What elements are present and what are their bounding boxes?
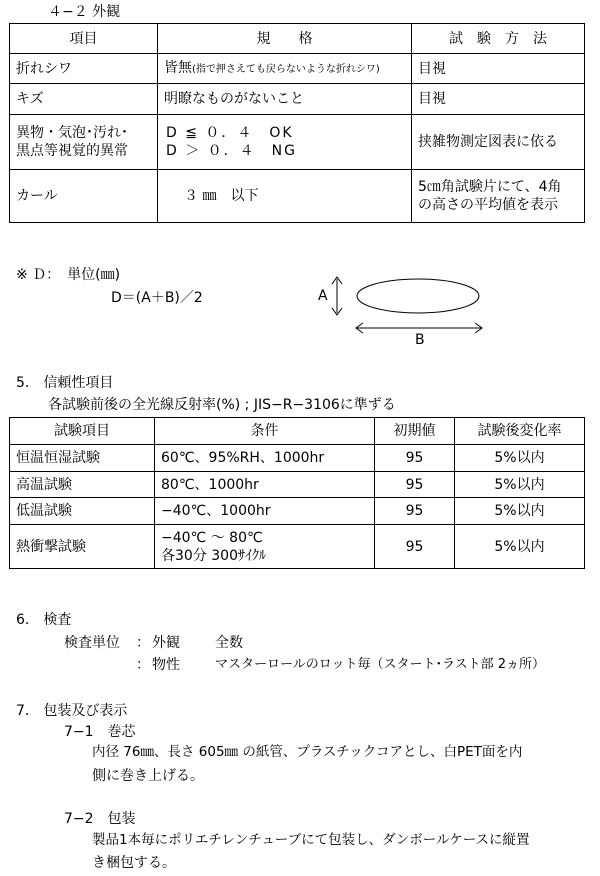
inspection-key: 物性 <box>152 657 180 673</box>
core-text-line: 側に巻き上げる。 <box>92 768 204 784</box>
table-row <box>10 115 585 170</box>
row-test-item: 高温試験 <box>10 472 155 498</box>
table-row <box>10 84 585 115</box>
inspection-key: 外観 <box>152 635 180 651</box>
note-unit: ※ Ｄ： 単位(㎜) <box>16 267 121 283</box>
row-change: 5%以内 <box>455 525 585 569</box>
header-spec: 規 格 <box>158 24 412 54</box>
row-method: 目視 <box>412 54 585 84</box>
section-5-title: 5. 信頼性項目 <box>16 375 114 391</box>
section-7-1-title: 7−1 巻芯 <box>64 724 136 740</box>
header-method: 試 験 方 法 <box>412 24 585 54</box>
section-7-title: 7. 包装及び表示 <box>16 703 128 719</box>
row-initial: 95 <box>375 525 455 569</box>
spec-value: 皆無 <box>164 59 192 76</box>
row-condition: 80℃、1000hr <box>155 472 375 498</box>
method-line: 5㎝角試験片にて、4角 <box>418 179 562 195</box>
table-header-row <box>10 24 585 54</box>
core-text-line: 内径 76㎜、長さ 605㎜ の紙管、プラスチックコアとし、白PET面を内 <box>92 744 523 760</box>
label-a: A <box>318 288 328 304</box>
arrow-a <box>332 277 342 315</box>
inspection-sep: ： <box>136 635 150 651</box>
table-row <box>10 170 585 223</box>
row-spec: ３ ㎜ 以下 <box>158 170 412 223</box>
row-item: キズ <box>10 84 158 115</box>
table-row <box>10 472 585 498</box>
packaging-text-line: き梱包する。 <box>92 855 176 871</box>
inspection-value: 全数 <box>215 635 243 651</box>
spec-note: (指で押さえても戻らないような折れシワ) <box>192 63 380 75</box>
row-initial: 95 <box>375 472 455 498</box>
condition-line: 各30分 300ｻｲｸﾙ <box>161 547 266 564</box>
header-condition: 条件 <box>155 418 375 445</box>
table-header-row <box>10 418 585 445</box>
row-item <box>10 115 158 170</box>
table-row <box>10 525 585 569</box>
condition-line: −40℃ ～ 80℃ <box>161 529 263 546</box>
section-6-title: 6. 検査 <box>16 612 72 628</box>
row-change: 5%以内 <box>455 472 585 498</box>
row-item: 折れシワ <box>10 54 158 84</box>
header-item: 項目 <box>10 24 158 54</box>
spec-line: D ＞ ０．４ NG <box>166 143 298 159</box>
row-spec <box>158 115 412 170</box>
ellipse-shape <box>357 279 479 313</box>
row-item: カール <box>10 170 158 223</box>
table-row <box>10 498 585 525</box>
row-test-item: 熱衝撃試験 <box>10 525 155 569</box>
ellipse-diagram <box>310 270 495 350</box>
row-spec <box>158 54 412 84</box>
row-method: 目視 <box>412 84 585 115</box>
row-change: 5%以内 <box>455 445 585 472</box>
row-method: 挟雑物測定図表に依る <box>412 115 585 170</box>
row-test-item: 恒温恒湿試験 <box>10 445 155 472</box>
label-b: B <box>415 332 425 348</box>
row-condition: 60℃、95%RH、1000hr <box>155 445 375 472</box>
row-spec: 明瞭なものがないこと <box>158 84 412 115</box>
item-line: 異物・気泡･汚れ･ <box>16 125 128 141</box>
header-initial: 初期値 <box>375 418 455 445</box>
header-change: 試験後変化率 <box>455 418 585 445</box>
row-condition: −40℃、1000hr <box>155 498 375 525</box>
row-test-item: 低温試験 <box>10 498 155 525</box>
table-row <box>10 54 585 84</box>
reliability-table <box>9 417 585 569</box>
row-initial: 95 <box>375 498 455 525</box>
section-5-subtitle: 各試験前後の全光線反射率(%) ; JIS−R−3106に準ずる <box>48 397 396 413</box>
row-initial: 95 <box>375 445 455 472</box>
note-formula: D＝(A＋B)／2 <box>111 290 203 306</box>
inspection-unit-label: 検査単位 <box>64 635 120 651</box>
inspection-value: マスターロールのロット毎（スタート･ラスト部 2ヵ所） <box>215 657 545 672</box>
table-row <box>10 445 585 472</box>
row-condition <box>155 525 375 569</box>
item-line: 黒点等視覚的異常 <box>16 143 128 159</box>
section-7-2-title: 7−2 包装 <box>64 811 136 827</box>
spec-line: D ≦ ０．４ OK <box>166 125 294 141</box>
packaging-text-line: 製品1本毎にポリエチレンチューブにて包装し、ダンボールケースに縦置 <box>92 832 530 848</box>
row-method <box>412 170 585 223</box>
appearance-table <box>9 23 585 223</box>
section-4-2-title: ４−２ 外観 <box>48 4 121 20</box>
header-test-item: 試験項目 <box>10 418 155 445</box>
method-line: の高さの平均値を表示 <box>418 197 558 213</box>
inspection-sep: ： <box>136 657 150 673</box>
row-change: 5%以内 <box>455 498 585 525</box>
